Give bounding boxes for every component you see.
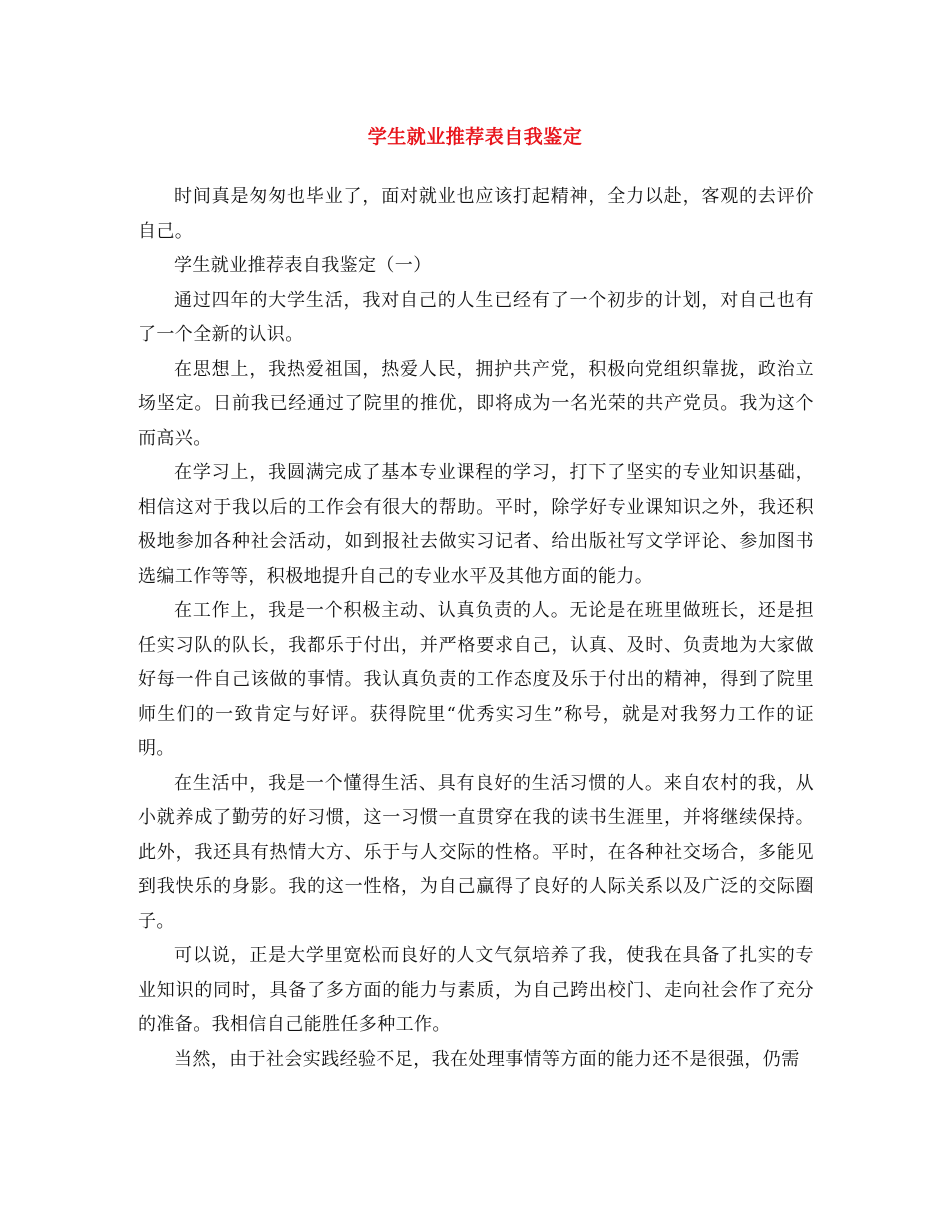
document-body	[138, 180, 814, 1077]
paragraph-shortcomings: 当然，由于社会实践经验不足，我在处理事情等方面的能力还不是很强，仍需	[174, 1048, 800, 1070]
paragraph-study: 在学习上，我圆满完成了基本专业课程的学习，打下了坚实的专业知识基础，相信这对于我以后的工作会有很大的帮助。平时，除学好专业课知识之外，我还积极地参加各种社会活动，如到报社去做实习记者、给出版社写文学评论、参加图书选编工作等等，积极地提升自己的专业水平及其他方面的能力。	[138, 462, 814, 587]
paragraph-work: 在工作上，我是一个积极主动、认真负责的人。无论是在班里做班长，还是担任实习队的队长，我都乐于付出，并严格要求自己，认真、及时、负责地为大家做好每一件自己该做的事情。我认真负责的工作态度及乐于付出的精神，得到了院里师生们的一致肯定与好评。获得院里“优秀实习生”称号，就是对我努力工作的证明。	[138, 600, 814, 759]
section-heading: 学生就业推荐表自我鉴定（一）	[174, 255, 432, 276]
paragraph-life: 在生活中，我是一个懂得生活、具有良好的生活习惯的人。来自农村的我，从小就养成了勤劳的好习惯，这一习惯一直贯穿在我的读书生涯里，并将继续保持。此外，我还具有热情大方、乐于与人交际的性格。平时，在各种社交场合，多能见到我快乐的身影。我的这一性格，为自己赢得了良好的人际关系以及广泛的交际圈子。	[138, 772, 814, 932]
paragraph-overview: 通过四年的大学生活，我对自己的人生已经有了一个初步的计划，对自己也有了一个全新的认识。	[138, 289, 814, 345]
paragraph-summary: 可以说，正是大学里宽松而良好的人文气氛培养了我，使我在具备了扎实的专业知识的同时，具备了多方面的能力与素质，为自己跨出校门、走向社会作了充分的准备。我相信自己能胜任多种工作。	[138, 945, 814, 1035]
document-title: 学生就业推荐表自我鉴定	[367, 126, 583, 148]
paragraph-ideology: 在思想上，我热爱祖国，热爱人民，拥护共产党，积极向党组织靠拢，政治立场坚定。日前我已经通过了院里的推优，即将成为一名光荣的共产党员。我为这个而高兴。	[138, 358, 814, 449]
paragraph-intro: 时间真是匆匆也毕业了，面对就业也应该打起精神，全力以赴，客观的去评价自己。	[138, 186, 814, 242]
